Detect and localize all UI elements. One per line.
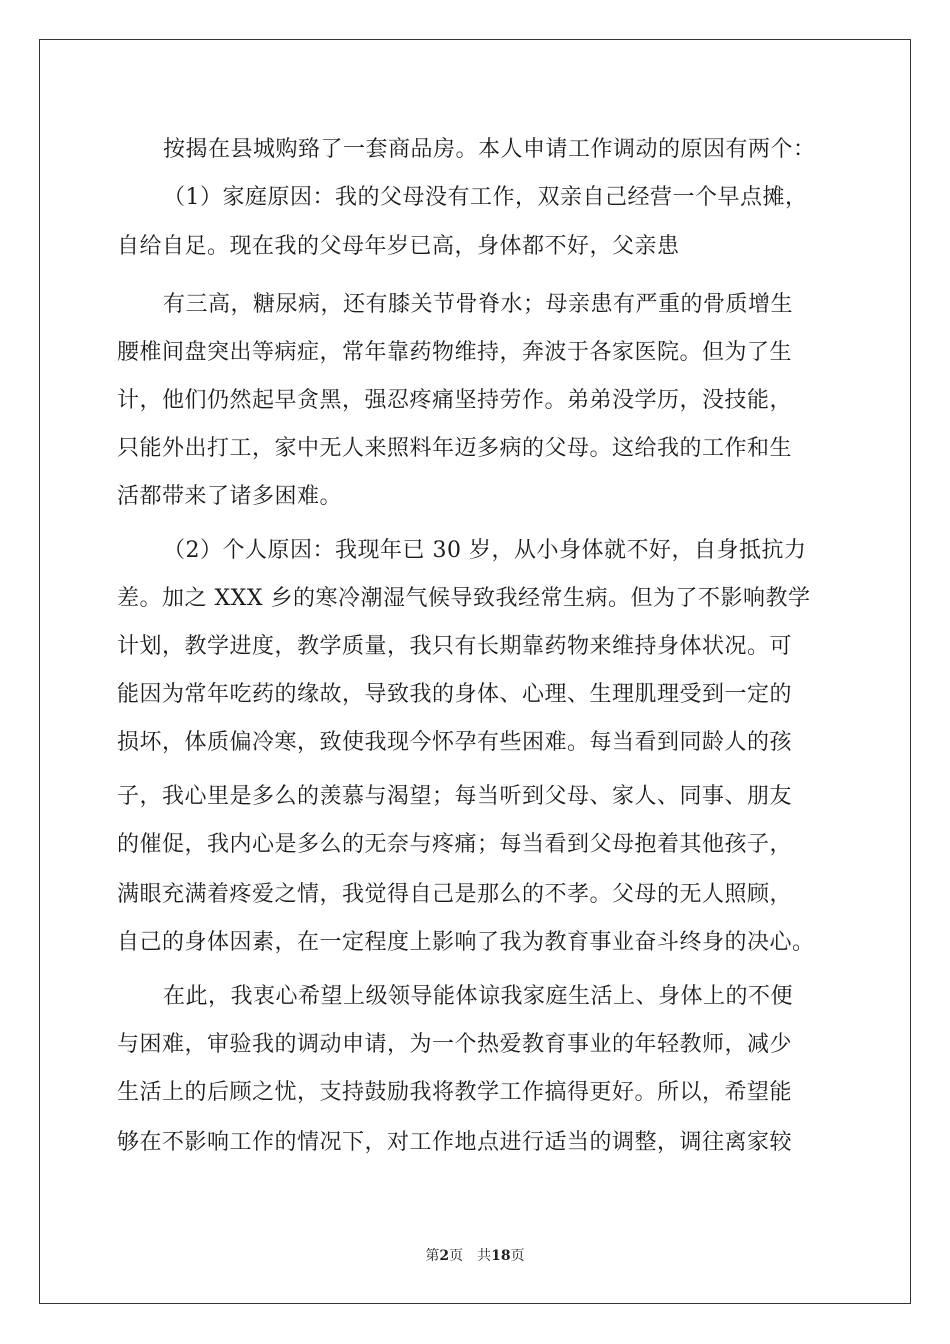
page-prefix: 第 [425, 1248, 440, 1264]
text-line: 计，他们仍然起早贪黑，强忍疼痛坚持劳作。弟弟没学历，没技能， [117, 388, 793, 413]
page-footer [0, 1247, 950, 1265]
page-number: 2 [439, 1248, 450, 1264]
text-line: 生活上的后顾之忧，支持鼓励我将教学工作搞得更好。所以，希望能 [117, 1080, 793, 1105]
text-line: 的催促，我内心是多么的无奈与疼痛；每当看到父母抱着其他孩子， [117, 832, 793, 857]
text-line: 在此，我衷心希望上级领导能体谅我家庭生活上、身体上的不便 [163, 984, 794, 1009]
page-border [39, 39, 911, 1304]
text-line: 腰椎间盘突出等病症，常年靠药物维持，奔波于各家医院。但为了生 [117, 340, 793, 365]
text-line: 活都带来了诸多困难。 [117, 484, 343, 509]
text-line: 子，我心里是多么的羡慕与渴望；每当听到父母、家人、同事、朋友 [117, 784, 793, 809]
text-line: 能因为常年吃药的缘故，导致我的身体、心理、生理肌理受到一定的 [117, 682, 793, 707]
text-line: 计划，教学进度，教学质量，我只有长期靠药物来维持身体状况。可 [117, 634, 793, 659]
text-line: 自给自足。现在我的父母年岁已高，身体都不好，父亲患 [117, 234, 680, 259]
text-line: （1）家庭原因：我的父母没有工作，双亲自己经营一个早点摊， [163, 185, 808, 210]
total-pages: 18 [491, 1248, 511, 1264]
total-suffix: 页 [510, 1248, 525, 1264]
text-line: 只能外出打工，家中无人来照料年迈多病的父母。这给我的工作和生 [117, 436, 793, 461]
page-suffix: 页 [449, 1248, 464, 1264]
text-line: 按揭在县城购臵了一套商品房。本人申请工作调动的原因有两个： [163, 137, 816, 162]
text-line: 够在不影响工作的情况下，对工作地点进行适当的调整，调往离家较 [117, 1130, 793, 1155]
text-line: 损坏，体质偏冷寒，致使我现今怀孕有些困难。每当看到同龄人的孩 [117, 730, 793, 755]
text-line: 与困难，审验我的调动申请，为一个热爱教育事业的年轻教师，减少 [117, 1032, 793, 1057]
total-prefix: 共 [477, 1248, 492, 1264]
text-line: 满眼充满着疼爱之情，我觉得自己是那么的不孝。父母的无人照顾， [117, 882, 793, 907]
text-line: 差。加之 XXX 乡的寒冷潮湿气候导致我经常生病。但为了不影响教学 [117, 586, 811, 611]
text-line: 自己的身体因素，在一定程度上影响了我为教育事业奋斗终身的决心。 [117, 930, 815, 955]
text-line: （2）个人原因：我现年已 30 岁，从小身体就不好，自身抵抗力 [163, 538, 807, 563]
text-line: 有三高，糖尿病，还有膝关节骨脊水；母亲患有严重的骨质增生 [163, 292, 794, 317]
